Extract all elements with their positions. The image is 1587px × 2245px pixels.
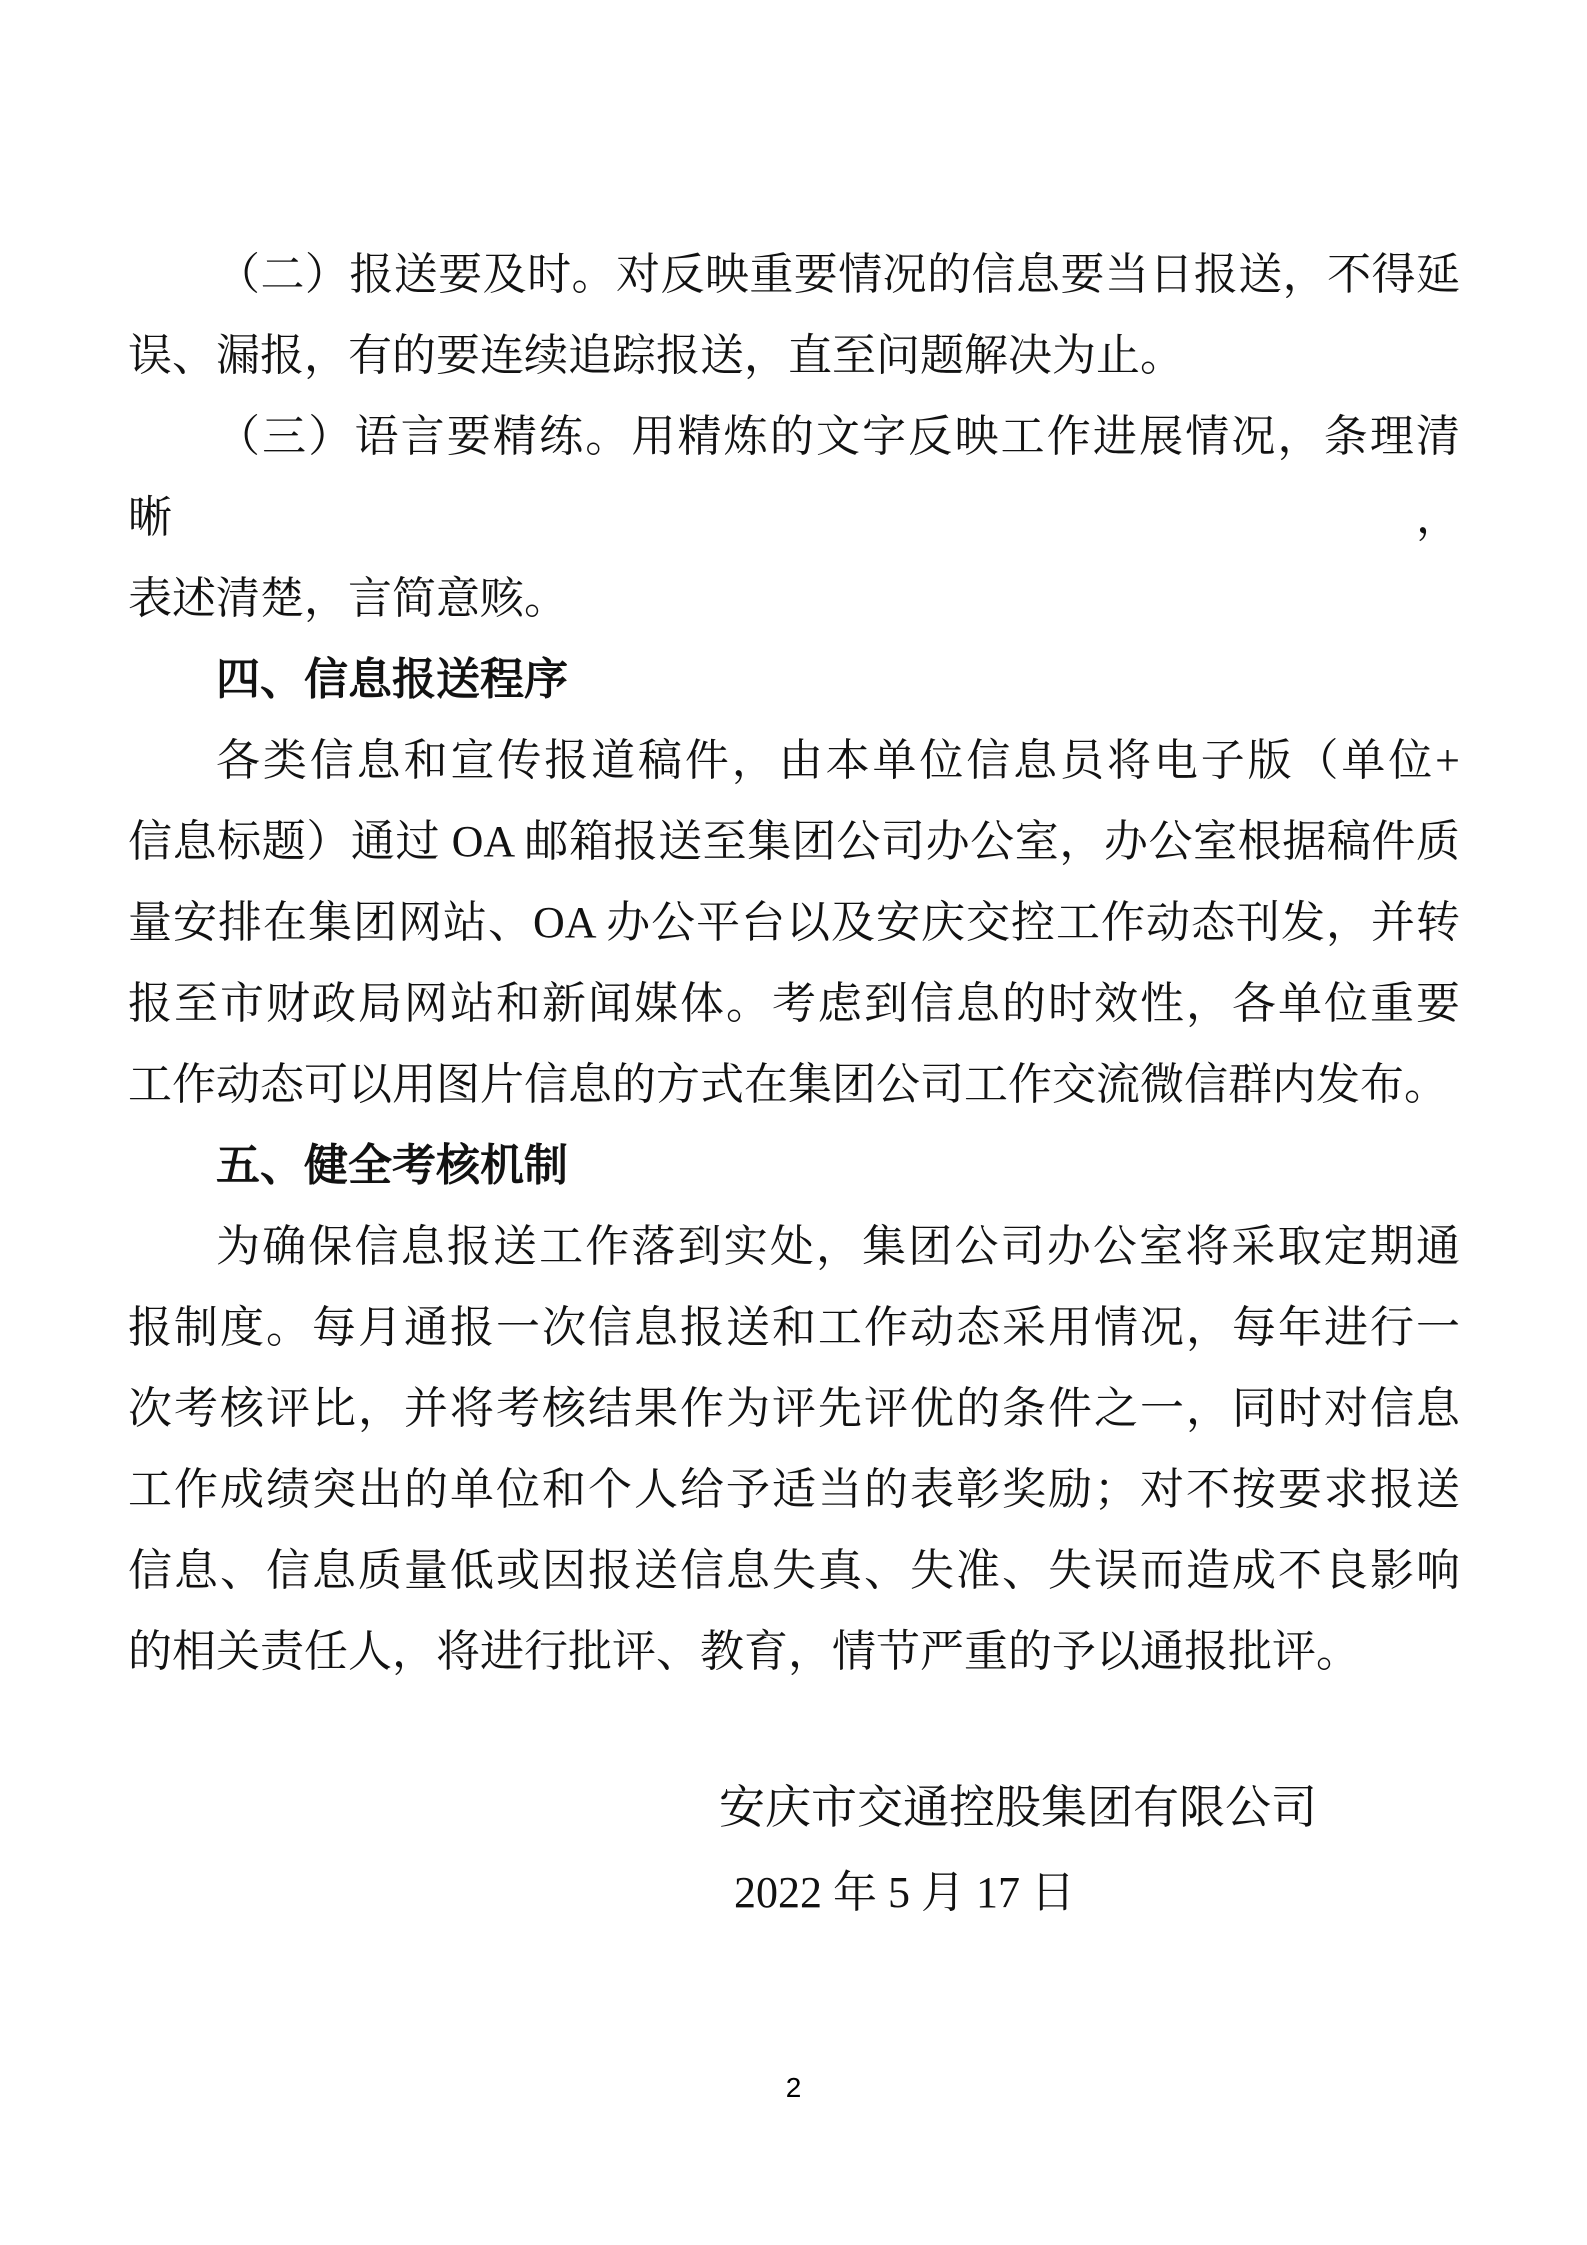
signature-date: 2022 年 5 月 17 日	[734, 1868, 1075, 1917]
body-line: 的相关责任人，将进行批评、教育，情节严重的予以通报批评。	[128, 1627, 1360, 1676]
document-body	[128, 234, 1460, 1692]
body-line: 信息、信息质量低或因报送信息失真、失准、失误而造成不良影响	[128, 1546, 1460, 1595]
body-line: 工作成绩突出的单位和个人给予适当的表彰奖励；对不按要求报送	[128, 1465, 1460, 1514]
body-line: 误、漏报，有的要连续追踪报送，直至问题解决为止。	[128, 331, 1184, 380]
body-line: 信息标题）通过 OA 邮箱报送至集团公司办公室，办公室根据稿件质	[128, 817, 1460, 866]
body-line: 量安排在集团网站、OA 办公平台以及安庆交控工作动态刊发，并转	[128, 898, 1460, 947]
body-line: 各类信息和宣传报道稿件，由本单位信息员将电子版（单位+	[216, 736, 1460, 785]
section-heading-4: 四、信息报送程序	[216, 655, 568, 704]
body-line: 为确保信息报送工作落到实处，集团公司办公室将采取定期通	[216, 1222, 1460, 1271]
body-line: 次考核评比，并将考核结果作为评先评优的条件之一，同时对信息	[128, 1384, 1460, 1433]
body-line: （三）语言要精练。用精炼的文字反映工作进展情况，条理清晰，	[128, 412, 1460, 542]
body-line: 表述清楚，言简意赅。	[128, 574, 568, 623]
body-line: 报制度。每月通报一次信息报送和工作动态采用情况，每年进行一	[128, 1303, 1460, 1352]
page-number: 2	[785, 2072, 802, 2103]
section-heading-5: 五、健全考核机制	[216, 1141, 568, 1190]
body-line: （二）报送要及时。对反映重要情况的信息要当日报送，不得延	[216, 250, 1460, 299]
signature-company: 安庆市交通控股集团有限公司	[719, 1782, 1317, 1833]
body-line: 报至市财政局网站和新闻媒体。考虑到信息的时效性，各单位重要	[128, 979, 1460, 1028]
body-line: 工作动态可以用图片信息的方式在集团公司工作交流微信群内发布。	[128, 1060, 1448, 1109]
